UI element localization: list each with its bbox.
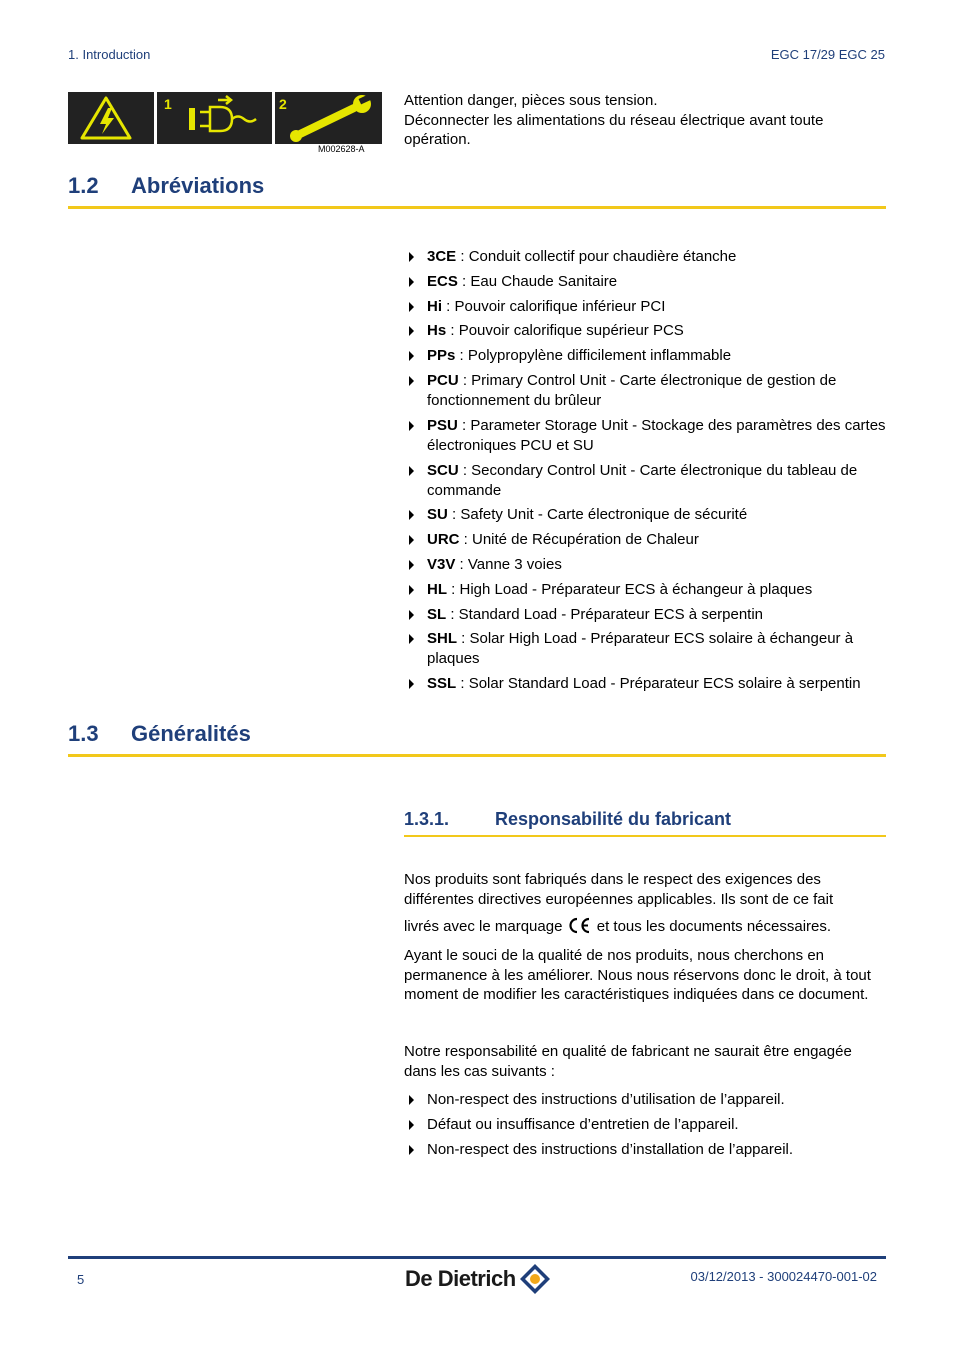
list-item xyxy=(404,629,894,669)
list-item xyxy=(404,1140,894,1160)
list-item xyxy=(404,555,894,575)
electric-hazard-icon xyxy=(82,98,130,138)
abbrev-term: ECS xyxy=(427,272,458,290)
abbrev-term: SCU xyxy=(427,461,459,479)
abbrev-desc: : High Load - Préparateur ECS à échangeur à plaques xyxy=(447,580,813,598)
list-item xyxy=(404,297,894,317)
bullet-arrow-icon xyxy=(409,535,414,545)
warning-text xyxy=(404,91,874,150)
abbrev-term: Hi xyxy=(427,297,442,315)
list-item xyxy=(404,321,894,341)
abbrev-desc: : Solar High Load - Préparateur ECS solaire à échangeur à plaques xyxy=(427,630,854,668)
paragraph-2 xyxy=(404,917,888,940)
header-section: 1. Introduction xyxy=(68,47,151,62)
abbrev-term: PCU xyxy=(427,371,459,389)
brand-diamond-icon xyxy=(518,1262,552,1296)
footer-rule xyxy=(68,1256,886,1259)
abbrev-term: URC xyxy=(427,531,460,549)
list-item xyxy=(404,247,894,267)
abbrev-desc: : Vanne 3 voies xyxy=(455,555,562,573)
bullet-arrow-icon xyxy=(409,634,414,644)
abbrev-desc: : Primary Control Unit - Carte électronique de gestion de fonctionnement du brûleur xyxy=(427,371,837,409)
abbrev-desc: : Polypropylène difficilement inflammable xyxy=(455,347,732,365)
paragraph-2-start: livrés avec le marquage xyxy=(404,918,567,935)
brand-logo xyxy=(405,1262,552,1296)
header-model: EGC 17/29 EGC 25 xyxy=(770,47,885,62)
abbrev-term: SHL xyxy=(427,630,457,648)
warning-line-2: Déconnecter les alimentations du réseau électrique avant toute opération. xyxy=(404,111,824,148)
bullet-arrow-icon xyxy=(409,252,414,262)
section-heading-general xyxy=(68,719,886,757)
section-number: 1.3 xyxy=(68,721,99,746)
bullet-arrow-icon xyxy=(409,560,414,570)
list-item xyxy=(404,272,894,292)
abbrev-desc: : Unité de Récupération de Chaleur xyxy=(459,531,699,549)
page-number: 5 xyxy=(77,1272,85,1287)
abbreviation-list xyxy=(404,247,894,699)
section-number: 1.2 xyxy=(68,173,99,198)
list-item xyxy=(404,461,894,501)
abbrev-desc: : Eau Chaude Sanitaire xyxy=(457,272,618,290)
list-item xyxy=(404,580,894,600)
abbrev-desc: : Safety Unit - Carte électronique de sécurité xyxy=(447,506,748,524)
abbrev-term: Hs xyxy=(427,322,447,340)
abbrev-term: SU xyxy=(427,506,448,524)
liability-case: Non-respect des instructions d’installation de l’appareil. xyxy=(427,1140,794,1158)
list-item xyxy=(404,505,894,525)
warning-pictogram xyxy=(68,92,382,144)
wrench-icon xyxy=(290,94,372,142)
paragraph-ce-marking xyxy=(404,917,888,940)
bullet-arrow-icon xyxy=(409,326,414,336)
list-item xyxy=(404,1115,894,1135)
liability-case: Non-respect des instructions d’utilisation de l’appareil. xyxy=(427,1091,785,1108)
bullet-arrow-icon xyxy=(409,421,414,431)
paragraph-2-end: et tous les documents nécessaires. xyxy=(592,918,832,935)
paragraph-4: Notre responsabilité en qualité de fabricant ne saurait être engagée dans les cas suivants : xyxy=(404,1043,852,1080)
document-reference: 03/12/2013 - 300024470-001-02 xyxy=(690,1269,877,1284)
panel-number-1: 1 xyxy=(164,96,172,112)
abbrev-term: 3CE xyxy=(427,248,457,265)
list-item xyxy=(404,346,894,366)
ce-mark-icon xyxy=(567,917,593,940)
list-item xyxy=(404,530,894,550)
paragraph-3: Ayant le souci de la qualité de nos produits, nous cherchons en permanence à les améliorer. Nous nous réservons donc le droit, à tout moment de modifier les caractéristiques indiquées dans ce document. xyxy=(404,947,871,1003)
abbrev-desc: : Standard Load - Préparateur ECS à serpentin xyxy=(446,605,764,623)
paragraph-compliance xyxy=(404,870,888,909)
abbrev-desc: : Conduit collectif pour chaudière étanche xyxy=(456,248,737,265)
abbrev-term: PPs xyxy=(427,347,456,365)
liability-case: Défaut ou insuffisance d’entretien de l’appareil. xyxy=(427,1115,739,1133)
unplug-icon xyxy=(189,96,256,131)
bullet-arrow-icon xyxy=(409,1145,414,1155)
list-item xyxy=(404,416,894,456)
bullet-arrow-icon xyxy=(409,277,414,287)
warning-line-1: Attention danger, pièces sous tension. xyxy=(404,92,658,109)
bullet-arrow-icon xyxy=(409,466,414,476)
subsection-heading-manufacturer-liability xyxy=(404,809,886,837)
section-title: Abréviations xyxy=(131,173,265,198)
list-item xyxy=(404,605,894,625)
bullet-arrow-icon xyxy=(409,351,414,361)
liability-cases-list xyxy=(404,1090,894,1164)
list-item xyxy=(404,1090,894,1110)
abbrev-desc: : Parameter Storage Unit - Stockage des paramètres des cartes électroniques PCU et SU xyxy=(427,416,886,454)
bullet-arrow-icon xyxy=(409,610,414,620)
paragraph-quality xyxy=(404,946,888,1005)
brand-name: De Dietrich xyxy=(405,1266,516,1291)
abbrev-desc: : Pouvoir calorifique inférieur PCI xyxy=(442,297,666,315)
section-heading-abbreviations xyxy=(68,171,886,209)
figure-reference: M002628-A xyxy=(318,144,365,154)
paragraph-1: Nos produits sont fabriqués dans le respect des exigences des différentes directives européennes applicables. Ils sont de ce fait xyxy=(404,871,834,908)
subsection-title: Responsabilité du fabricant xyxy=(495,809,732,829)
list-item xyxy=(404,371,894,411)
abbrev-term: SSL xyxy=(427,675,457,693)
abbrev-term: HL xyxy=(427,580,447,598)
abbrev-desc: : Pouvoir calorifique supérieur PCS xyxy=(446,322,684,340)
bullet-arrow-icon xyxy=(409,679,414,689)
abbrev-term: V3V xyxy=(427,555,456,573)
panel-number-2: 2 xyxy=(279,96,287,112)
abbrev-term: SL xyxy=(427,605,447,623)
paragraph-liability xyxy=(404,1042,888,1081)
bullet-arrow-icon xyxy=(409,510,414,520)
bullet-arrow-icon xyxy=(409,585,414,595)
bullet-arrow-icon xyxy=(409,376,414,386)
bullet-arrow-icon xyxy=(409,1120,414,1130)
abbrev-term: PSU xyxy=(427,416,458,434)
subsection-number: 1.3.1. xyxy=(404,809,450,829)
bullet-arrow-icon xyxy=(409,1095,414,1105)
list-item xyxy=(404,674,894,694)
section-title: Généralités xyxy=(131,721,251,746)
abbrev-desc: : Solar Standard Load - Préparateur ECS solaire à serpentin xyxy=(456,675,861,693)
bullet-arrow-icon xyxy=(409,302,414,312)
abbrev-desc: : Secondary Control Unit - Carte électronique du tableau de commande xyxy=(427,461,858,499)
